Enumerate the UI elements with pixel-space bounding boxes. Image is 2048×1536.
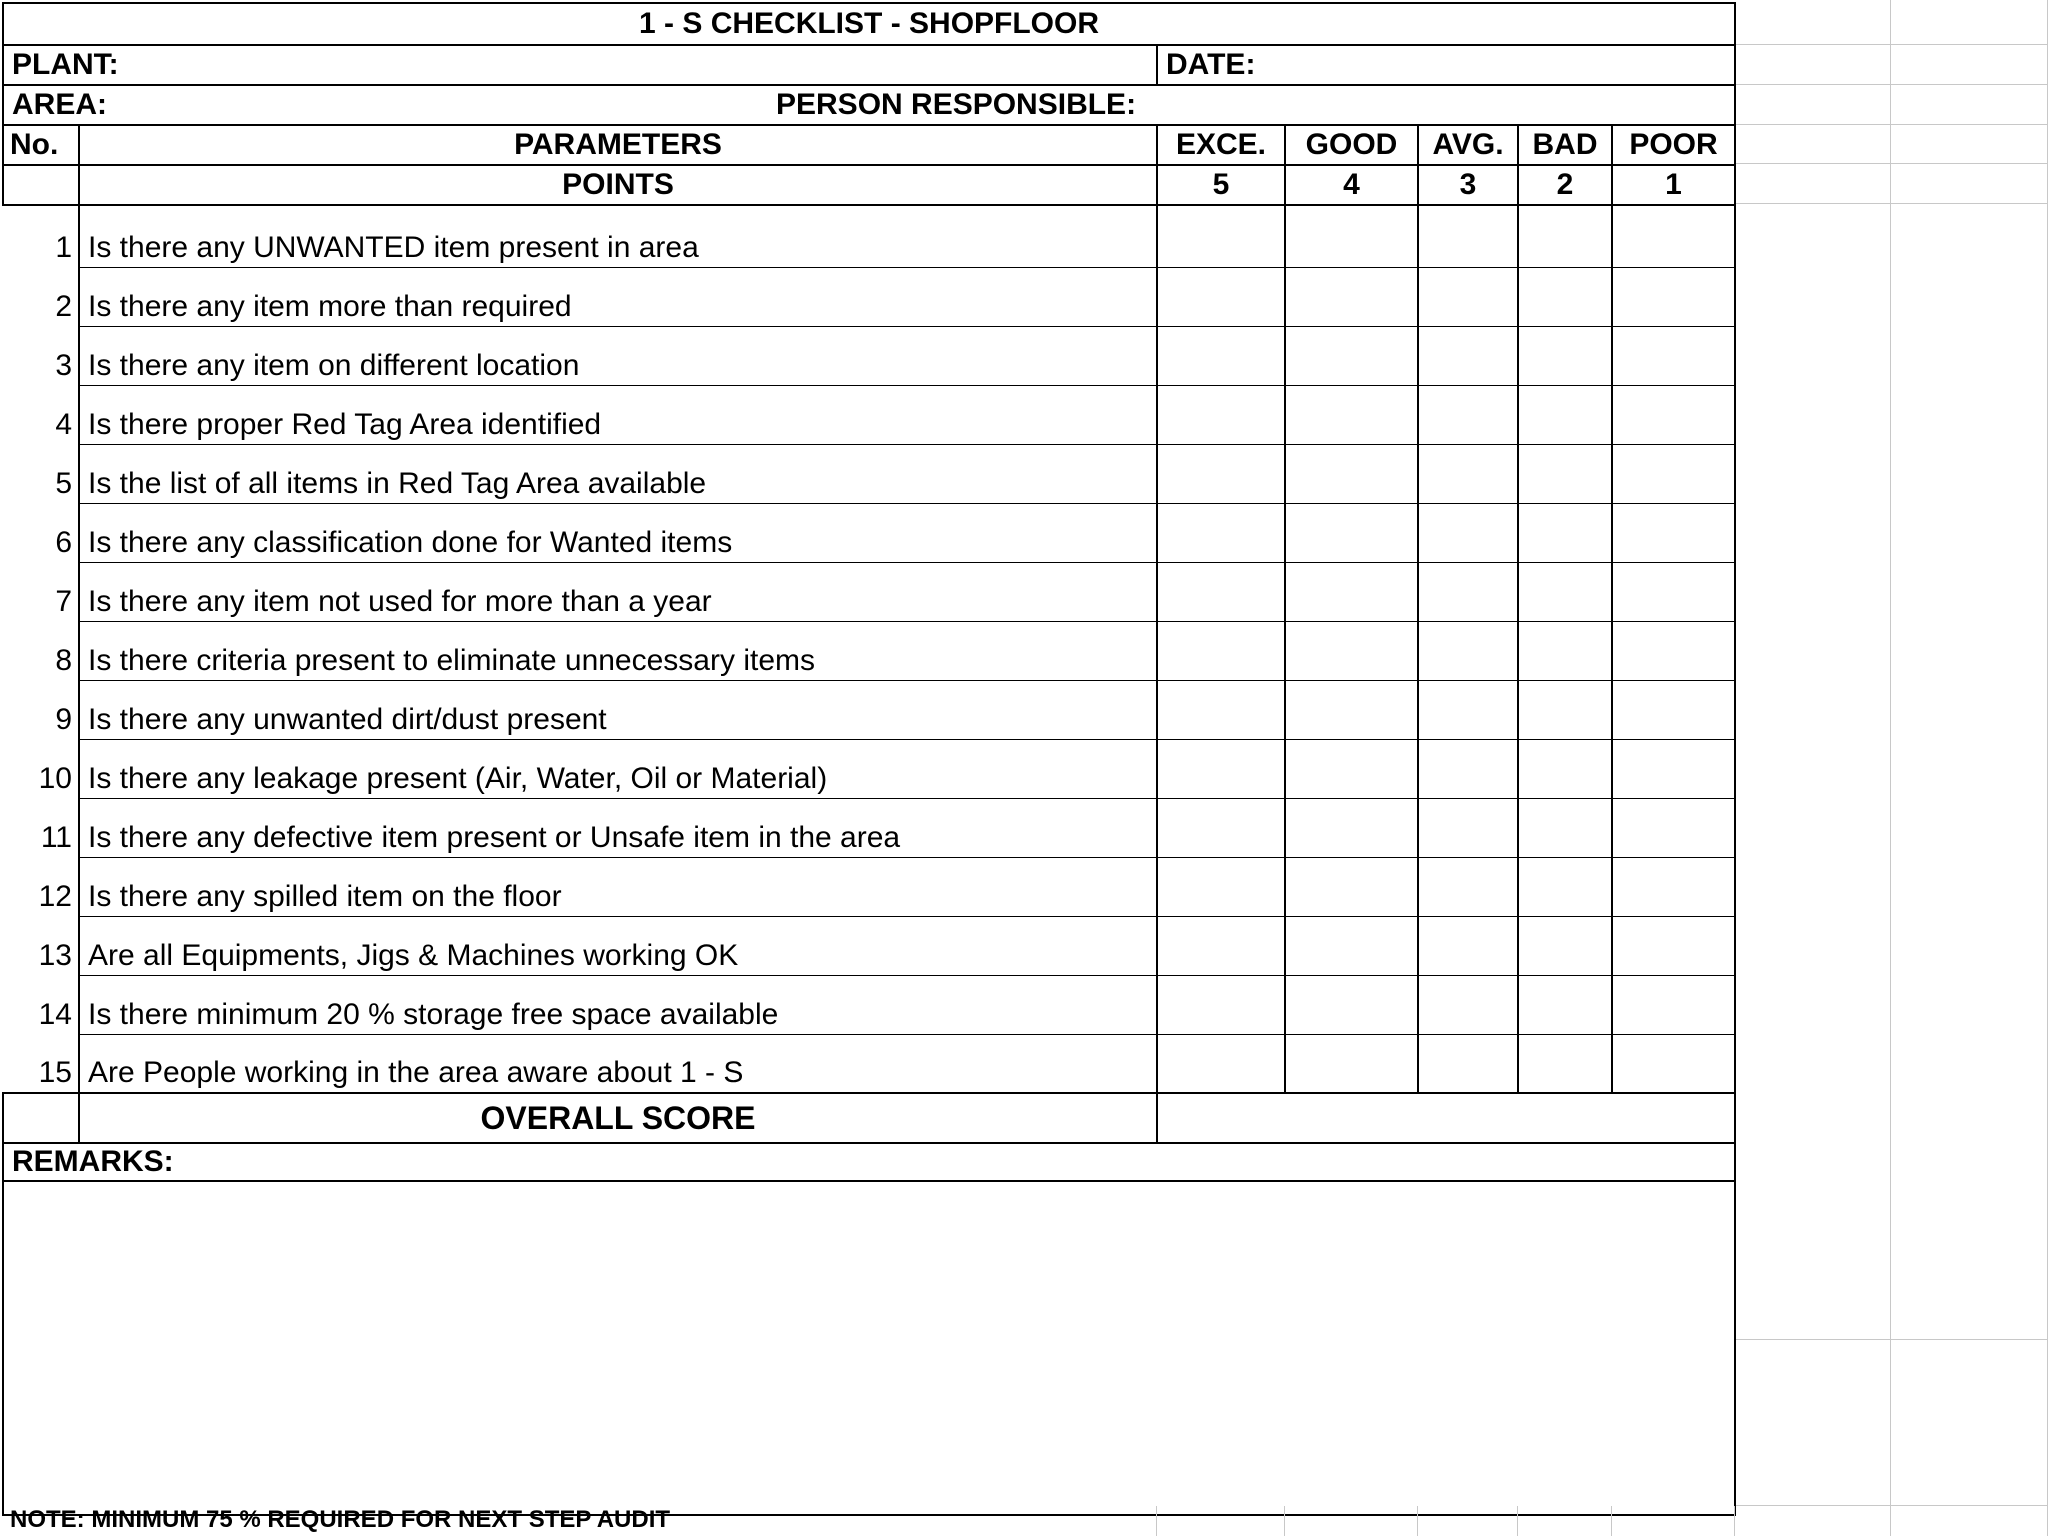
item-number: 9 (3, 680, 79, 739)
score-poor-cell[interactable] (1612, 621, 1735, 680)
score-excellent-cell[interactable] (1157, 621, 1285, 680)
checklist-row (3, 562, 1735, 621)
score-poor-cell[interactable] (1612, 562, 1735, 621)
score-average-cell[interactable] (1418, 326, 1518, 385)
score-poor-cell[interactable] (1612, 916, 1735, 975)
remarks-box[interactable] (3, 1181, 1735, 1515)
gridline (1156, 1506, 1157, 1536)
score-excellent-cell[interactable] (1157, 798, 1285, 857)
score-average-cell[interactable] (1418, 444, 1518, 503)
gridline (1734, 84, 2048, 85)
score-average-cell[interactable] (1418, 562, 1518, 621)
col-average-header: AVG. (1418, 125, 1518, 165)
item-number: 7 (3, 562, 79, 621)
score-excellent-cell[interactable] (1157, 975, 1285, 1034)
score-bad-cell[interactable] (1518, 562, 1612, 621)
remarks-label: REMARKS: (3, 1143, 1735, 1181)
overall-score-value[interactable] (1157, 1093, 1735, 1143)
score-average-cell[interactable] (1418, 798, 1518, 857)
item-number: 15 (3, 1034, 79, 1093)
score-poor-cell[interactable] (1612, 326, 1735, 385)
score-excellent-cell[interactable] (1157, 267, 1285, 326)
score-average-cell[interactable] (1418, 739, 1518, 798)
item-number: 2 (3, 267, 79, 326)
score-good-cell[interactable] (1285, 326, 1418, 385)
item-parameter: Is there any item on different location (79, 326, 1157, 385)
score-bad-cell[interactable] (1518, 267, 1612, 326)
form-title: 1 - S CHECKLIST - SHOPFLOOR (3, 3, 1735, 45)
col-parameters-header: PARAMETERS (79, 125, 1157, 165)
item-parameter: Is there any spilled item on the floor (79, 857, 1157, 916)
score-bad-cell[interactable] (1518, 385, 1612, 444)
score-good-cell[interactable] (1285, 385, 1418, 444)
checklist-items (3, 205, 1735, 1093)
item-number: 3 (3, 326, 79, 385)
score-good-cell[interactable] (1285, 267, 1418, 326)
item-parameter: Is there any defective item present or Unsafe item in the area (79, 798, 1157, 857)
score-excellent-cell[interactable] (1157, 385, 1285, 444)
score-bad-cell[interactable] (1518, 621, 1612, 680)
item-parameter: Is there any leakage present (Air, Water, Oil or Material) (79, 739, 1157, 798)
score-good-cell[interactable] (1285, 798, 1418, 857)
area-person-row[interactable] (3, 85, 1735, 125)
score-good-cell[interactable] (1285, 621, 1418, 680)
footer-note: NOTE: MINIMUM 75 % REQUIRED FOR NEXT STEP AUDIT (10, 1506, 671, 1533)
score-average-cell[interactable] (1418, 975, 1518, 1034)
score-good-cell[interactable] (1285, 205, 1418, 267)
score-average-cell[interactable] (1418, 680, 1518, 739)
score-average-cell[interactable] (1418, 503, 1518, 562)
score-poor-cell[interactable] (1612, 385, 1735, 444)
score-poor-cell[interactable] (1612, 975, 1735, 1034)
points-bad: 2 (1518, 165, 1612, 205)
item-parameter: Is the list of all items in Red Tag Area available (79, 444, 1157, 503)
item-number: 14 (3, 975, 79, 1034)
score-bad-cell[interactable] (1518, 205, 1612, 267)
score-average-cell[interactable] (1418, 857, 1518, 916)
points-good: 4 (1285, 165, 1418, 205)
score-bad-cell[interactable] (1518, 503, 1612, 562)
plant-field[interactable]: PLANT: (3, 45, 1157, 85)
item-parameter: Is there proper Red Tag Area identified (79, 385, 1157, 444)
checklist-row (3, 205, 1735, 267)
score-bad-cell[interactable] (1518, 444, 1612, 503)
score-average-cell[interactable] (1418, 621, 1518, 680)
points-label: POINTS (79, 165, 1157, 205)
checklist-row (3, 267, 1735, 326)
col-good-header: GOOD (1285, 125, 1418, 165)
item-number: 5 (3, 444, 79, 503)
gridline (1284, 1506, 1285, 1536)
score-average-cell[interactable] (1418, 1034, 1518, 1093)
gridline (1734, 1339, 2048, 1340)
score-excellent-cell[interactable] (1157, 444, 1285, 503)
overall-blank (3, 1093, 79, 1143)
item-parameter: Are People working in the area aware about 1 - S (79, 1034, 1157, 1093)
score-bad-cell[interactable] (1518, 798, 1612, 857)
item-parameter: Are all Equipments, Jigs & Machines working OK (79, 916, 1157, 975)
score-average-cell[interactable] (1418, 267, 1518, 326)
points-excellent: 5 (1157, 165, 1285, 205)
points-average: 3 (1418, 165, 1518, 205)
score-good-cell[interactable] (1285, 444, 1418, 503)
gridline (1417, 1506, 1418, 1536)
score-good-cell[interactable] (1285, 916, 1418, 975)
item-number: 8 (3, 621, 79, 680)
item-number: 1 (3, 205, 79, 267)
score-good-cell[interactable] (1285, 1034, 1418, 1093)
item-parameter: Is there any unwanted dirt/dust present (79, 680, 1157, 739)
checklist-row (3, 916, 1735, 975)
score-bad-cell[interactable] (1518, 326, 1612, 385)
score-poor-cell[interactable] (1612, 444, 1735, 503)
score-bad-cell[interactable] (1518, 1034, 1612, 1093)
score-good-cell[interactable] (1285, 503, 1418, 562)
checklist-row (3, 739, 1735, 798)
date-field[interactable]: DATE: (1157, 45, 1735, 85)
checklist-row (3, 444, 1735, 503)
score-poor-cell[interactable] (1612, 503, 1735, 562)
gridline (1734, 44, 2048, 45)
col-bad-header: BAD (1518, 125, 1612, 165)
score-poor-cell[interactable] (1612, 1034, 1735, 1093)
score-excellent-cell[interactable] (1157, 503, 1285, 562)
score-average-cell[interactable] (1418, 385, 1518, 444)
score-good-cell[interactable] (1285, 857, 1418, 916)
score-average-cell[interactable] (1418, 916, 1518, 975)
score-poor-cell[interactable] (1612, 857, 1735, 916)
score-bad-cell[interactable] (1518, 916, 1612, 975)
score-average-cell[interactable] (1418, 205, 1518, 267)
gridline (1734, 1505, 2048, 1506)
item-number: 4 (3, 385, 79, 444)
item-number: 11 (3, 798, 79, 857)
overall-score-label: OVERALL SCORE (79, 1093, 1157, 1143)
points-poor: 1 (1612, 165, 1735, 205)
score-poor-cell[interactable] (1612, 680, 1735, 739)
item-parameter: Is there any classification done for Wanted items (79, 503, 1157, 562)
gridline (1890, 0, 1891, 1536)
person-responsible-label: PERSON RESPONSIBLE: (776, 88, 1137, 121)
score-good-cell[interactable] (1285, 739, 1418, 798)
points-blank (3, 165, 79, 205)
score-good-cell[interactable] (1285, 975, 1418, 1034)
item-parameter: Is there any item more than required (79, 267, 1157, 326)
gridline (1734, 203, 2048, 204)
score-good-cell[interactable] (1285, 562, 1418, 621)
item-parameter: Is there any item not used for more than a year (79, 562, 1157, 621)
checklist-row (3, 680, 1735, 739)
checklist-row (3, 857, 1735, 916)
item-number: 13 (3, 916, 79, 975)
item-number: 12 (3, 857, 79, 916)
score-bad-cell[interactable] (1518, 975, 1612, 1034)
gridline (1611, 1506, 1612, 1536)
col-excellent-header: EXCE. (1157, 125, 1285, 165)
item-parameter: Is there minimum 20 % storage free space available (79, 975, 1157, 1034)
checklist-row (3, 326, 1735, 385)
score-bad-cell[interactable] (1518, 680, 1612, 739)
score-excellent-cell[interactable] (1157, 739, 1285, 798)
score-good-cell[interactable] (1285, 680, 1418, 739)
col-poor-header: POOR (1612, 125, 1735, 165)
score-poor-cell[interactable] (1612, 267, 1735, 326)
score-excellent-cell[interactable] (1157, 1034, 1285, 1093)
checklist-row (3, 798, 1735, 857)
score-excellent-cell[interactable] (1157, 916, 1285, 975)
col-no-header: No. (3, 125, 79, 165)
gridline (1517, 1506, 1518, 1536)
score-poor-cell[interactable] (1612, 798, 1735, 857)
gridline (1734, 163, 2048, 164)
checklist-form (2, 2, 1736, 1516)
score-excellent-cell[interactable] (1157, 326, 1285, 385)
score-excellent-cell[interactable] (1157, 680, 1285, 739)
score-poor-cell[interactable] (1612, 205, 1735, 267)
gridline (1734, 1506, 1735, 1536)
checklist-row (3, 975, 1735, 1034)
area-label: AREA: (12, 88, 107, 121)
item-number: 10 (3, 739, 79, 798)
checklist-row (3, 385, 1735, 444)
score-poor-cell[interactable] (1612, 739, 1735, 798)
checklist-row (3, 1034, 1735, 1093)
score-bad-cell[interactable] (1518, 857, 1612, 916)
score-excellent-cell[interactable] (1157, 857, 1285, 916)
gridline (1734, 124, 2048, 125)
score-excellent-cell[interactable] (1157, 205, 1285, 267)
item-parameter: Is there criteria present to eliminate unnecessary items (79, 621, 1157, 680)
item-number: 6 (3, 503, 79, 562)
checklist-row (3, 621, 1735, 680)
score-bad-cell[interactable] (1518, 739, 1612, 798)
checklist-row (3, 503, 1735, 562)
item-parameter: Is there any UNWANTED item present in area (79, 205, 1157, 267)
score-excellent-cell[interactable] (1157, 562, 1285, 621)
